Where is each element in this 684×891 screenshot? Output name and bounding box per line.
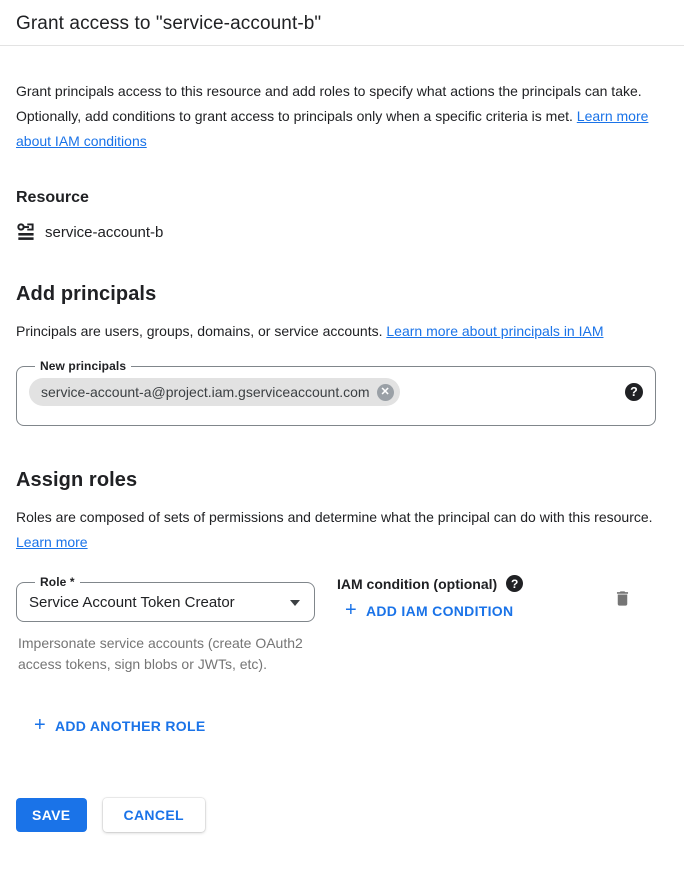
dialog-body	[0, 79, 684, 741]
delete-icon	[613, 589, 632, 608]
principals-description: Principals are users, groups, domains, or service accounts.	[16, 323, 383, 339]
principals-help-icon[interactable]: ?	[625, 383, 643, 401]
principal-chip-label: service-account-a@project.iam.gserviceaccount.com	[41, 384, 370, 400]
plus-icon: +	[345, 599, 357, 621]
add-another-role-button[interactable]	[26, 711, 214, 741]
roles-description: Roles are composed of sets of permissions and determine what the principal can do with this resource.	[16, 509, 653, 525]
add-iam-condition-button[interactable]	[337, 596, 521, 626]
iam-condition-label: IAM condition (optional)	[337, 575, 498, 592]
new-principals-label: New principals	[40, 359, 127, 373]
iam-condition-label-row	[337, 575, 607, 592]
role-label: Role *	[40, 575, 75, 589]
role-select[interactable]	[16, 575, 315, 622]
roles-learn-more-link[interactable]: Learn more	[16, 534, 88, 550]
iam-condition-column	[337, 575, 607, 626]
role-column	[16, 575, 315, 675]
save-button[interactable]: SAVE	[16, 798, 87, 832]
intro-paragraph	[16, 79, 668, 154]
assign-roles-heading: Assign roles	[16, 469, 138, 491]
service-account-icon	[16, 222, 36, 242]
role-selected-value: Service Account Token Creator	[29, 594, 235, 611]
dialog-footer	[0, 798, 684, 832]
intro-text: Grant principals access to this resource and add roles to specify what actions the principals can take. Optionally, add conditions to grant access to principals only when a specific criteria is met.	[16, 83, 642, 124]
principal-chip[interactable]	[29, 378, 400, 406]
cancel-button[interactable]: CANCEL	[103, 798, 205, 832]
resource-name: service-account-b	[45, 223, 164, 241]
iam-condition-help-icon[interactable]: ?	[506, 575, 523, 592]
new-principals-field[interactable]	[16, 359, 656, 426]
add-principals-heading: Add principals	[16, 283, 157, 305]
add-iam-condition-label: ADD IAM CONDITION	[365, 603, 514, 619]
delete-role-button[interactable]	[607, 583, 638, 614]
chevron-down-icon	[290, 600, 300, 606]
dialog-title: Grant access to "service-account-b"	[16, 13, 322, 34]
chip-remove-close-icon[interactable]: ✕	[377, 384, 394, 401]
iam-conditions-link[interactable]: Learn more about IAM conditions	[16, 108, 649, 149]
dialog-header	[0, 0, 684, 46]
plus-icon: +	[34, 714, 46, 736]
resource-heading: Resource	[16, 189, 89, 206]
principals-learn-more-link[interactable]: Learn more about principals in IAM	[386, 323, 604, 339]
roles-description-paragraph	[16, 505, 668, 555]
role-helper-text: Impersonate service accounts (create OAuth2 access tokens, sign blobs or JWTs, etc).	[18, 635, 303, 672]
delete-column	[607, 575, 638, 614]
role-select-inner	[29, 589, 300, 611]
resource-row	[16, 222, 668, 242]
add-another-role-label: ADD ANOTHER ROLE	[54, 718, 206, 734]
principals-description-paragraph	[16, 319, 668, 344]
new-principals-inner	[29, 375, 643, 406]
role-row	[16, 575, 668, 675]
